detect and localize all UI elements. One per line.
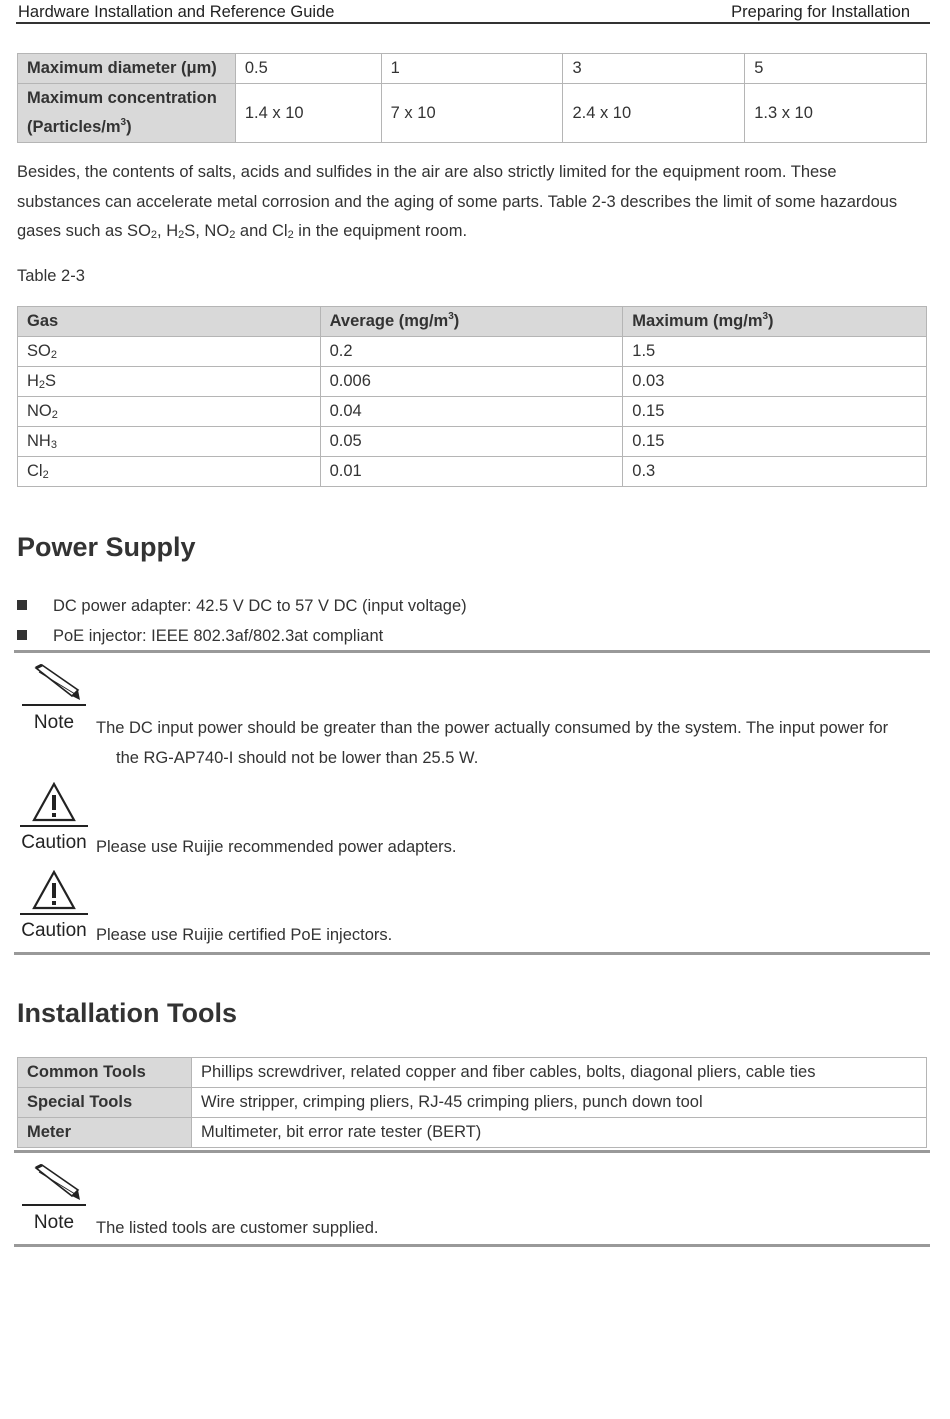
table-cell: 0.03 <box>623 367 927 397</box>
note-text: The DC input power should be greater than the power actually consumed by the system. The input power for the RG-AP740-I should not be lower than 25.5 W. <box>96 719 889 767</box>
table-row <box>18 1118 927 1148</box>
gas-cell: $NH_3$ <box>18 427 321 457</box>
table-cell: Multimeter, bit error rate tester (BERT) <box>192 1118 927 1148</box>
table-cell: 1.4 x 10 <box>235 84 381 143</box>
column-header: Gas <box>18 307 321 337</box>
divider <box>14 1244 930 1247</box>
row-header: Special Tools <box>18 1088 192 1118</box>
note-icon: Note <box>18 664 90 734</box>
table-cell: 0.006 <box>320 367 623 397</box>
table-row <box>18 397 927 427</box>
divider <box>14 1150 930 1153</box>
table-cell: 0.04 <box>320 397 623 427</box>
table-cell: 0.3 <box>623 457 927 487</box>
table-row <box>18 337 927 367</box>
table-row <box>18 1088 927 1118</box>
divider <box>14 952 930 955</box>
table-cell: 0.05 <box>320 427 623 457</box>
table-cell: 1.5 <box>623 337 927 367</box>
table-cell: 0.2 <box>320 337 623 367</box>
table-header-row <box>18 307 927 337</box>
table-cell: 5 <box>745 54 927 84</box>
column-header: Average $(mg/m^3)$ <box>320 307 623 337</box>
bullet-square-icon <box>17 630 27 640</box>
row-header: Maximum concentration $(Particles/m^3)$ <box>18 84 236 143</box>
caution-icon: Caution <box>18 870 90 942</box>
table-cell: 1.3 x 10 <box>745 84 927 143</box>
gas-limit-table <box>17 306 927 487</box>
caution-text: Please use Ruijie recommended power adapters. <box>96 838 457 856</box>
bullet-item: PoE injector: IEEE 802.3af/802.3at compliant <box>17 627 383 646</box>
table-cell: 3 <box>563 54 745 84</box>
row-header: Common Tools <box>18 1058 192 1088</box>
header-section-title: Preparing for Installation <box>731 3 910 21</box>
table-cell: 0.5 <box>235 54 381 84</box>
tools-table <box>17 1057 927 1148</box>
header-guide-title: Hardware Installation and Reference Guide <box>18 3 335 21</box>
bullet-item: DC power adapter: 42.5 V DC to 57 V DC (input voltage) <box>17 597 467 616</box>
gas-cell: $SO_2$ <box>18 337 321 367</box>
table-caption: Table 2-3 <box>17 267 85 285</box>
gas-cell: $Cl_2$ <box>18 457 321 487</box>
power-supply-heading: Power Supply <box>17 532 196 562</box>
table-cell: Phillips screwdriver, related copper and fiber cables, bolts, diagonal pliers, cable ties <box>192 1058 927 1088</box>
table-cell: 0.15 <box>623 397 927 427</box>
gas-cell: $NO_2$ <box>18 397 321 427</box>
table-row <box>18 367 927 397</box>
body-paragraph: Besides, the contents of salts, acids and sulfides in the air are also strictly limited for the equipment room. These substances can accelerate metal corrosion and the aging of some parts. Table 2-3 describes the limit of some hazardous gases such as $SO_2$, $H_2S$, $NO_2$ and $Cl_2$ in the equipment room. <box>17 163 898 241</box>
column-header: Maximum $(mg/m^3)$ <box>623 307 927 337</box>
table-cell: 2.4 x 10 <box>563 84 745 143</box>
table-cell: Wire stripper, crimping pliers, RJ-45 crimping pliers, punch down tool <box>192 1088 927 1118</box>
table-cell: 0.01 <box>320 457 623 487</box>
installation-tools-heading: Installation Tools <box>17 998 238 1028</box>
table-row <box>18 1058 927 1088</box>
table-row <box>18 457 927 487</box>
particle-table <box>17 53 927 143</box>
note-text: The listed tools are customer supplied. <box>96 1219 379 1237</box>
divider <box>14 650 930 653</box>
row-header: Meter <box>18 1118 192 1148</box>
bullet-square-icon <box>17 600 27 610</box>
note-icon: Note <box>18 1164 90 1234</box>
row-header: Maximum diameter (μm) <box>18 54 236 84</box>
table-row <box>18 54 927 84</box>
caution-text: Please use Ruijie certified PoE injectors. <box>96 926 393 944</box>
table-cell: 1 <box>381 54 563 84</box>
page-header <box>16 0 930 24</box>
caution-icon: Caution <box>18 782 90 854</box>
gas-cell: $H_2S$ <box>18 367 321 397</box>
table-row <box>18 427 927 457</box>
table-cell: 7 x 10 <box>381 84 563 143</box>
table-row <box>18 84 927 143</box>
table-cell: 0.15 <box>623 427 927 457</box>
